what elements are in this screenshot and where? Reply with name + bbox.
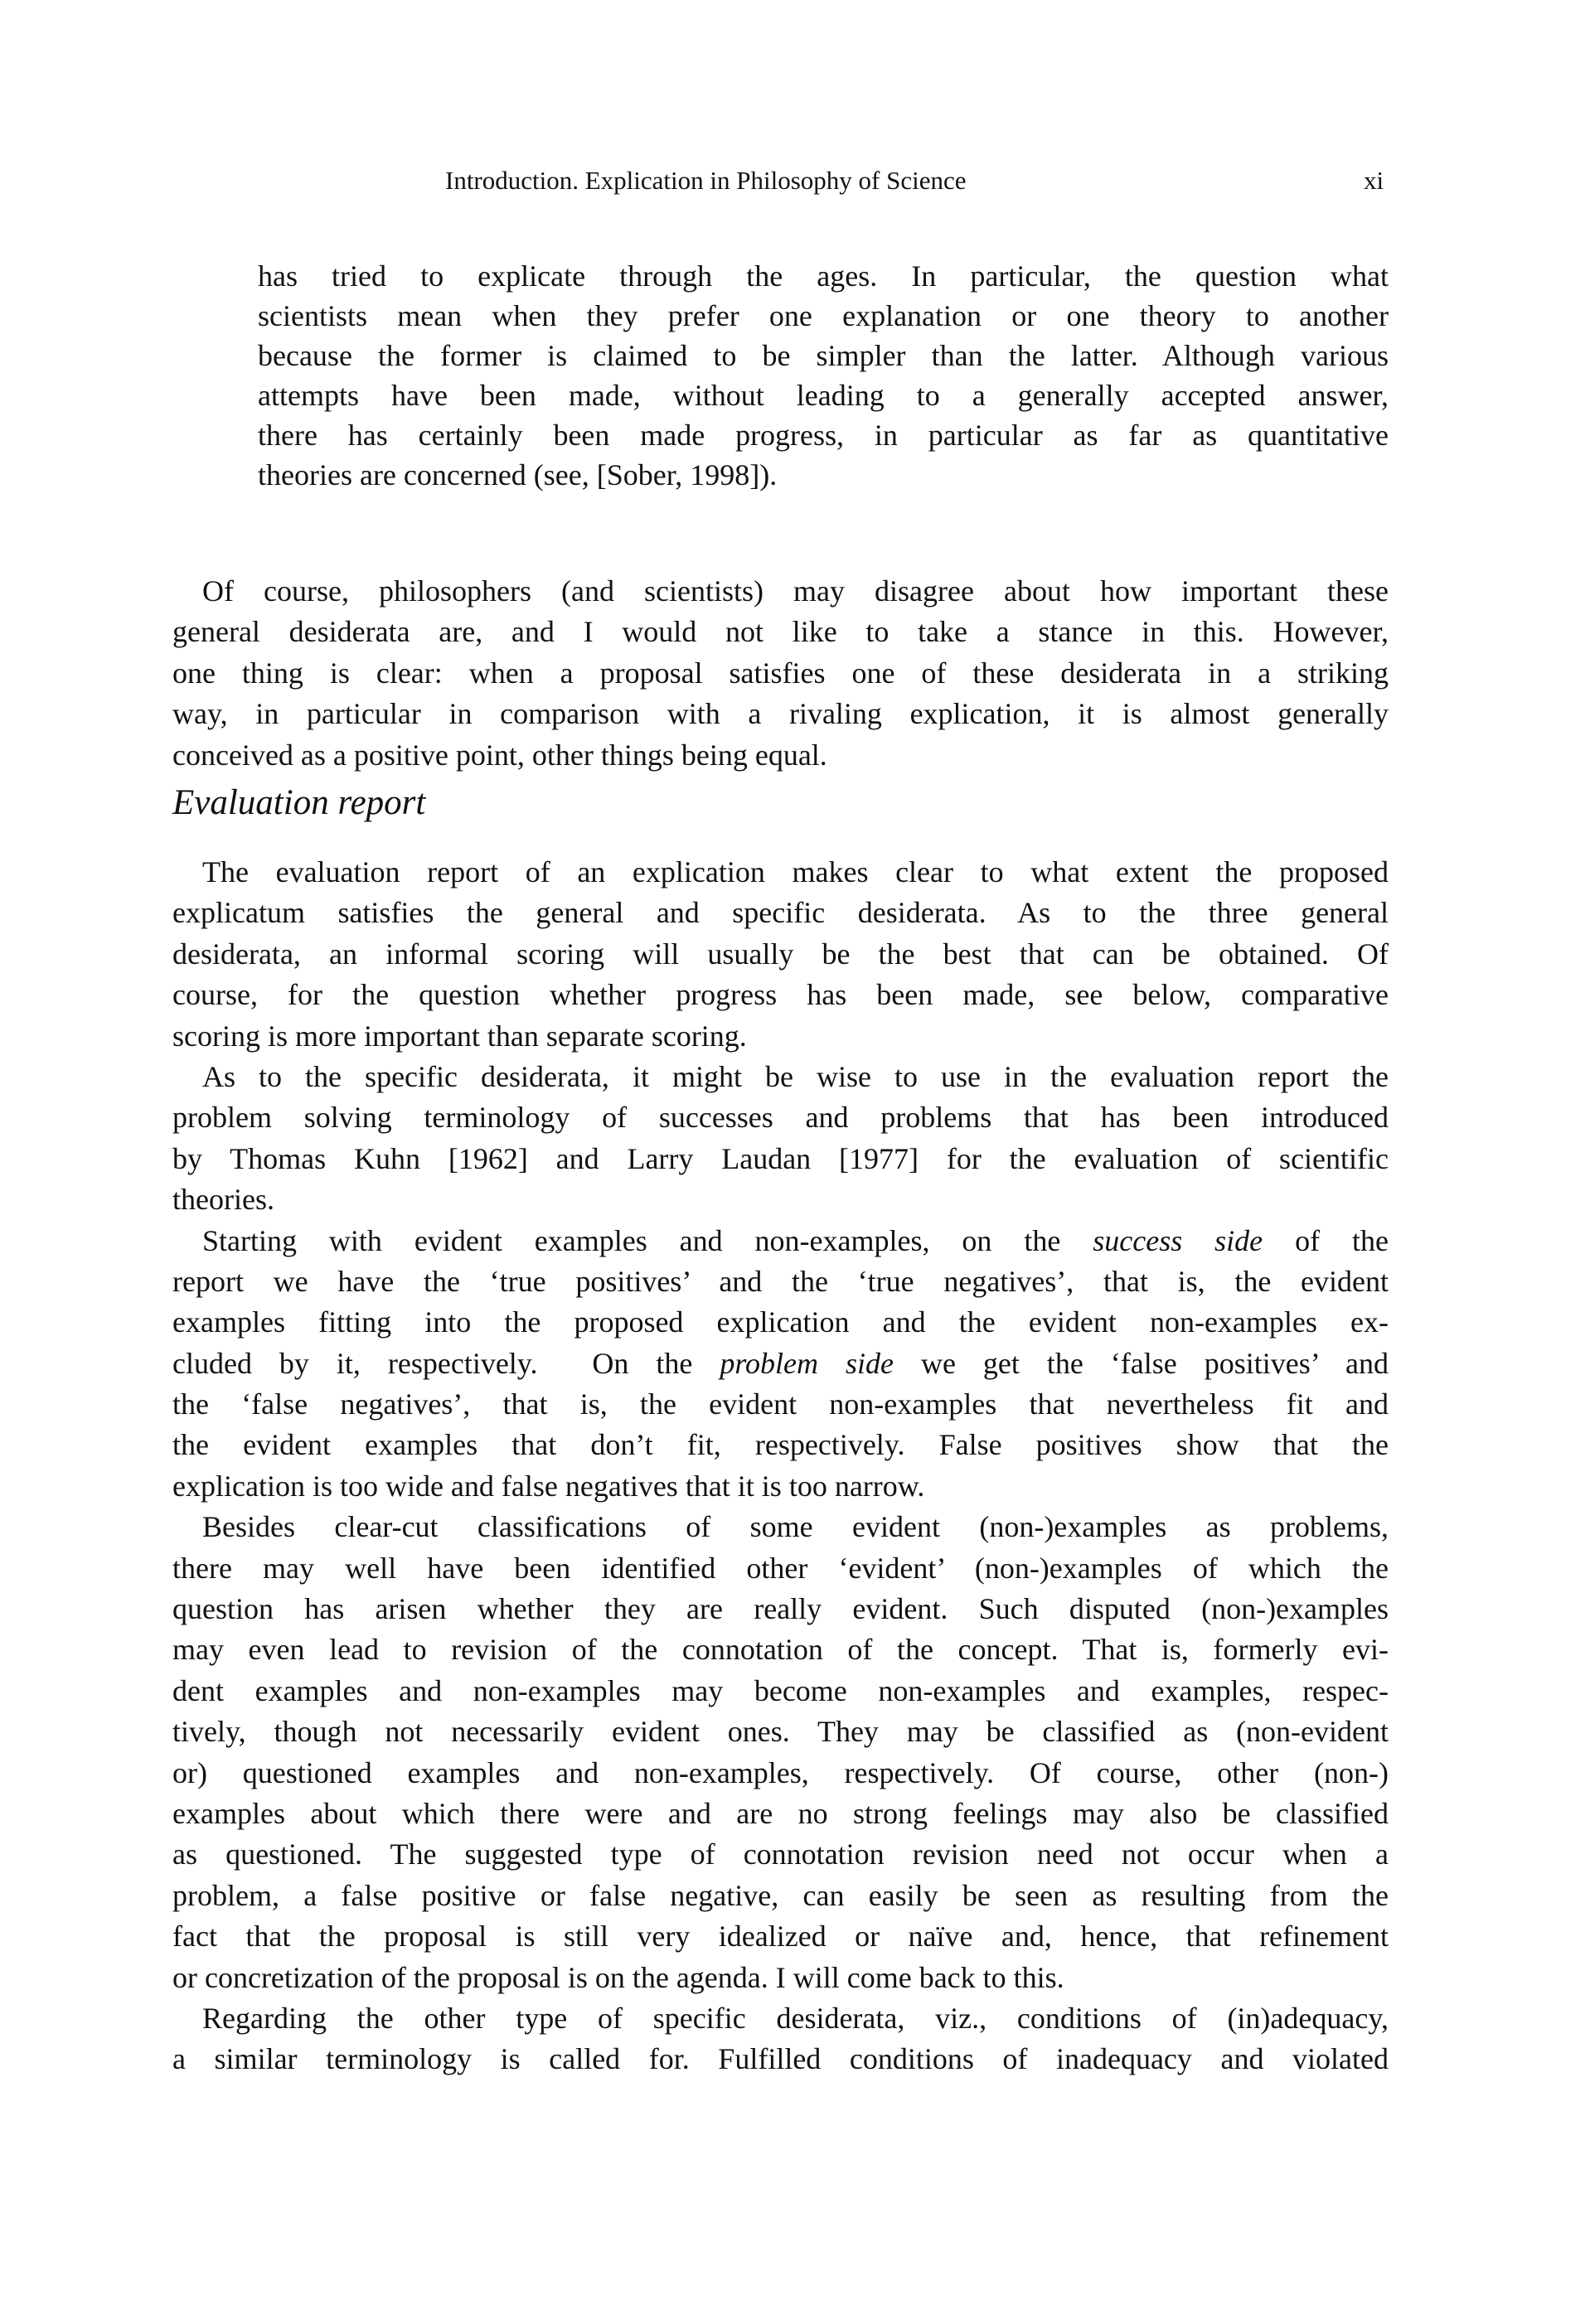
section-heading: Evaluation report (172, 783, 426, 822)
text-line: examples fitting into the proposed explication and the evident non-examples ex- (172, 1305, 1389, 1339)
paragraph (172, 1998, 1389, 2080)
paragraph (258, 256, 1389, 495)
text-line: the evident examples that don’t fit, respectively. False positives show that the (172, 1428, 1389, 1462)
text-line: the ‘false negatives’, that is, the evident non-examples that nevertheless fit and (172, 1387, 1389, 1421)
text-line: there may well have been identified other ‘evident’ (non-)examples of which the (172, 1551, 1389, 1585)
text-segment: Starting with evident examples and non-examples, on the (202, 1223, 1093, 1257)
paragraph (172, 1507, 1389, 1998)
text-line: dent examples and non-examples may become non-examples and examples, respec- (172, 1673, 1389, 1707)
text-segment: cluded by it, respectively. On the (172, 1346, 720, 1380)
quoted-block (258, 256, 1389, 495)
evaluation-report-section (172, 852, 1389, 2080)
text-line: has tried to explicate through the ages. In particular, the question what (258, 259, 1389, 293)
text-line: examples about which there were and are no strong feelings may also be classified (172, 1796, 1389, 1830)
text-line: theories. (172, 1183, 274, 1217)
text-line: by Thomas Kuhn [1962] and Larry Laudan [1977] for the evaluation of scientific (172, 1141, 1389, 1175)
text-line: Regarding the other type of specific desiderata, viz., conditions of (in)adequacy, (202, 2001, 1389, 2035)
text-line: scoring is more important than separate scoring. (172, 1019, 747, 1053)
text-line: or concretization of the proposal is on the agenda. I will come back to this. (172, 1960, 1064, 1994)
emphasized-term: problem side (720, 1346, 894, 1380)
text-line: course, for the question whether progress has been made, see below, comparative (172, 978, 1389, 1012)
text-line: question has arisen whether they are really evident. Such disputed (non-)examples (172, 1592, 1389, 1626)
text-line: desiderata, an informal scoring will usually be the best that can be obtained. Of (172, 937, 1389, 971)
text-line: conceived as a positive point, other things being equal. (172, 738, 827, 772)
paragraph (172, 571, 1389, 776)
text-line: may even lead to revision of the connotation of the concept. That is, formerly evi- (172, 1633, 1389, 1667)
text-line: scientists mean when they prefer one explanation or one theory to another (258, 299, 1389, 332)
paragraph-desiderata (172, 571, 1389, 776)
text-line: theories are concerned (see, [Sober, 1998]). (258, 458, 778, 491)
text-line: explication is too wide and false negatives that it is too narrow. (172, 1469, 925, 1503)
text-line: explicatum satisfies the general and specific desiderata. As to the three general (172, 896, 1389, 930)
text-segment: we get the ‘false positives’ and (893, 1346, 1389, 1380)
running-header-title: Introduction. Explication in Philosophy of Science (445, 166, 967, 195)
text-line: or) questioned examples and non-examples, respectively. Of course, other (non-) (172, 1755, 1389, 1789)
text-line: attempts have been made, without leading to a generally accepted answer, (258, 379, 1389, 412)
paragraph (172, 852, 1389, 1057)
text-line: report we have the ‘true positives’ and the ‘true negatives’, that is, the evident (172, 1264, 1389, 1298)
text-line: The evaluation report of an explication makes clear to what extent the proposed (202, 855, 1389, 888)
paragraph (172, 1057, 1389, 1221)
text-line: general desiderata are, and I would not like to take a stance in this. However, (172, 615, 1389, 649)
emphasized-term: success side (1093, 1223, 1263, 1257)
text-line: because the former is claimed to be simpler than the latter. Although various (258, 339, 1389, 372)
text-line (172, 1344, 1389, 1384)
text-line: As to the specific desiderata, it might be wise to use in the evaluation report the (202, 1059, 1389, 1093)
paragraph (172, 1221, 1389, 1508)
text-line: there has certainly been made progress, in particular as far as quantitative (258, 419, 1389, 452)
text-line: problem solving terminology of successes and problems that has been introduced (172, 1101, 1389, 1135)
text-line: fact that the proposal is still very idealized or naïve and, hence, that refinement (172, 1920, 1389, 1954)
text-line (172, 1221, 1389, 1261)
text-line: a similar terminology is called for. Fulfilled conditions of inadequacy and violated (172, 2042, 1389, 2076)
page-number: xi (1364, 166, 1384, 195)
text-line: as questioned. The suggested type of connotation revision need not occur when a (172, 1837, 1389, 1871)
text-line: Besides clear-cut classifications of some evident (non-)examples as problems, (202, 1510, 1389, 1544)
text-segment: of the (1263, 1223, 1389, 1257)
text-line: one thing is clear: when a proposal satisfies one of these desiderata in a striking (172, 656, 1389, 690)
text-line: Of course, philosophers (and scientists) may disagree about how important these (202, 574, 1389, 608)
text-line: problem, a false positive or false negative, can easily be seen as resulting from the (172, 1878, 1389, 1912)
text-line: way, in particular in comparison with a rivaling explication, it is almost generally (172, 697, 1389, 731)
text-line: tively, though not necessarily evident ones. They may be classified as (non-evident (172, 1715, 1389, 1749)
